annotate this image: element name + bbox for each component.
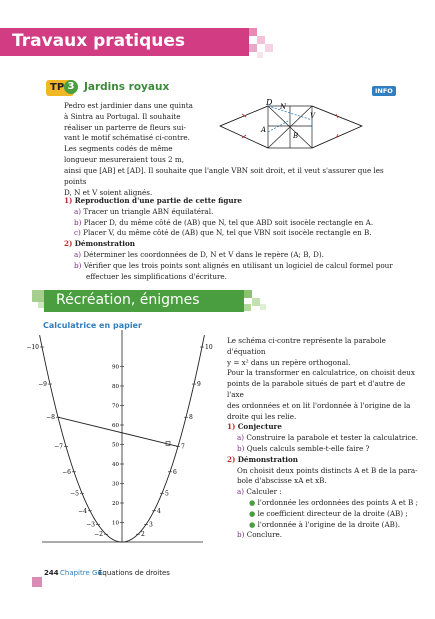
tp-badge: TP: [46, 80, 74, 96]
label-B: B: [293, 132, 299, 140]
tp-title: Jardins royaux: [84, 81, 170, 93]
y-tick-label: 50: [112, 442, 119, 449]
chapter-label: Chapitre G4.: [60, 569, 105, 577]
tp-question-1: 1) Reproduction d'une partie de cette figure a) Tracer un triangle ABN équilatéral. b) Placer D, du même côté de (AB) que N, tel que ABD soit isocèle rectangle en A. c) Placer V, du même côté de (AB) que N, tel que VBN soit isocèle rectangle en B. 2) Démonstration a) Déterminer les coordonnées de D, N et V dans le repère (A; B, D). b) Vérifier que les trois points sont alignés en utilisant un logiciel de calcul formel pour effectuer les simplifications d'écriture.: [64, 196, 393, 281]
left-point-label: −9: [38, 381, 47, 389]
info-badge: INFO: [372, 86, 396, 96]
left-point-label: −7: [54, 443, 63, 451]
left-point-label: −8: [46, 414, 55, 422]
label-D: D: [266, 98, 273, 107]
left-point-label: −5: [70, 490, 79, 498]
right-point-label: 10: [205, 344, 213, 351]
bullet-icon: ●: [249, 508, 256, 518]
tp-intro-continued: ainsi que [AB] et [AD]. Il souhaite que l'angle VBN soit droit, et il veut s'assurer que les points D, N et V soient alignés.: [64, 166, 384, 197]
label-A: A: [261, 126, 267, 134]
recreation-title: Récréation, énigmes: [56, 292, 200, 308]
calculator-subtitle: Calculatrice en papier: [43, 321, 142, 330]
y-tick-label: 20: [112, 501, 119, 507]
left-point-label: −2: [94, 531, 103, 539]
garden-figure: [220, 98, 370, 160]
y-tick-label: 80: [112, 384, 119, 390]
y-tick-label: 60: [112, 423, 119, 429]
left-point-label: −3: [86, 521, 95, 529]
tp-intro: Pedro est jardinier dans une quinta à Sintra au Portugal. Il souhaite réaliser un parterre de fleurs sui- vant le motif schématisé ci-contre. Les segments codés de même longueur mesureraient tous 2 m,: [64, 101, 193, 164]
right-point-label: 3: [149, 521, 153, 529]
right-point-label: 6: [173, 468, 177, 476]
footer-decoration: [32, 577, 42, 587]
page-number: 244: [44, 569, 59, 577]
y-tick-label: 10: [112, 520, 119, 527]
left-point-label: −10: [26, 344, 39, 351]
right-point-label: 7: [181, 443, 185, 451]
y-tick-label: 70: [112, 403, 119, 410]
tp-number: 3: [64, 80, 78, 94]
left-point-label: −4: [78, 507, 87, 515]
label-V: V: [310, 112, 316, 120]
right-point-label: 4: [157, 507, 161, 515]
bullet-icon: ●: [249, 497, 256, 507]
right-point-label: 8: [189, 414, 193, 422]
y-tick-label: 40: [112, 462, 119, 468]
page-title: Travaux pratiques: [12, 31, 186, 51]
recreation-paragraph: Le schéma ci-contre représente la parabole d'équation y = x² dans un repère orthogonal. Pour la transformer en calculatrice, on choisit deux points de la parabole situés de part et d'autre de l'axe des ordonnées et on lit l'ordonnée à l'origine de la droite qui les relie. 1) Conjecture a) Construire la parabole et tester la calculatrice. b) Quels calculs semble-t-elle faire ? 2) Démonstration On choisit deux points distincts A et B de la para- bole d'abscisse xA et xB. a) Calculer : ● l'ordonnée les ordonnées des points A et B ; ● le coefficient directeur de la droite (AB) ; ● l'ordonnée à l'origine de la droite (AB). b) Conclure.: [227, 336, 419, 540]
left-point-label: −6: [62, 468, 71, 476]
right-point-label: 9: [197, 381, 201, 389]
parabola-graph: [26, 330, 213, 552]
y-tick-label: 90: [112, 364, 119, 371]
bullet-icon: ●: [249, 519, 256, 529]
label-N: N: [280, 103, 287, 111]
right-point-label: 2: [141, 531, 145, 539]
y-tick-label: 30: [112, 481, 119, 488]
chapter-title: Équations de droites: [98, 569, 170, 577]
right-point-label: 5: [165, 490, 169, 498]
